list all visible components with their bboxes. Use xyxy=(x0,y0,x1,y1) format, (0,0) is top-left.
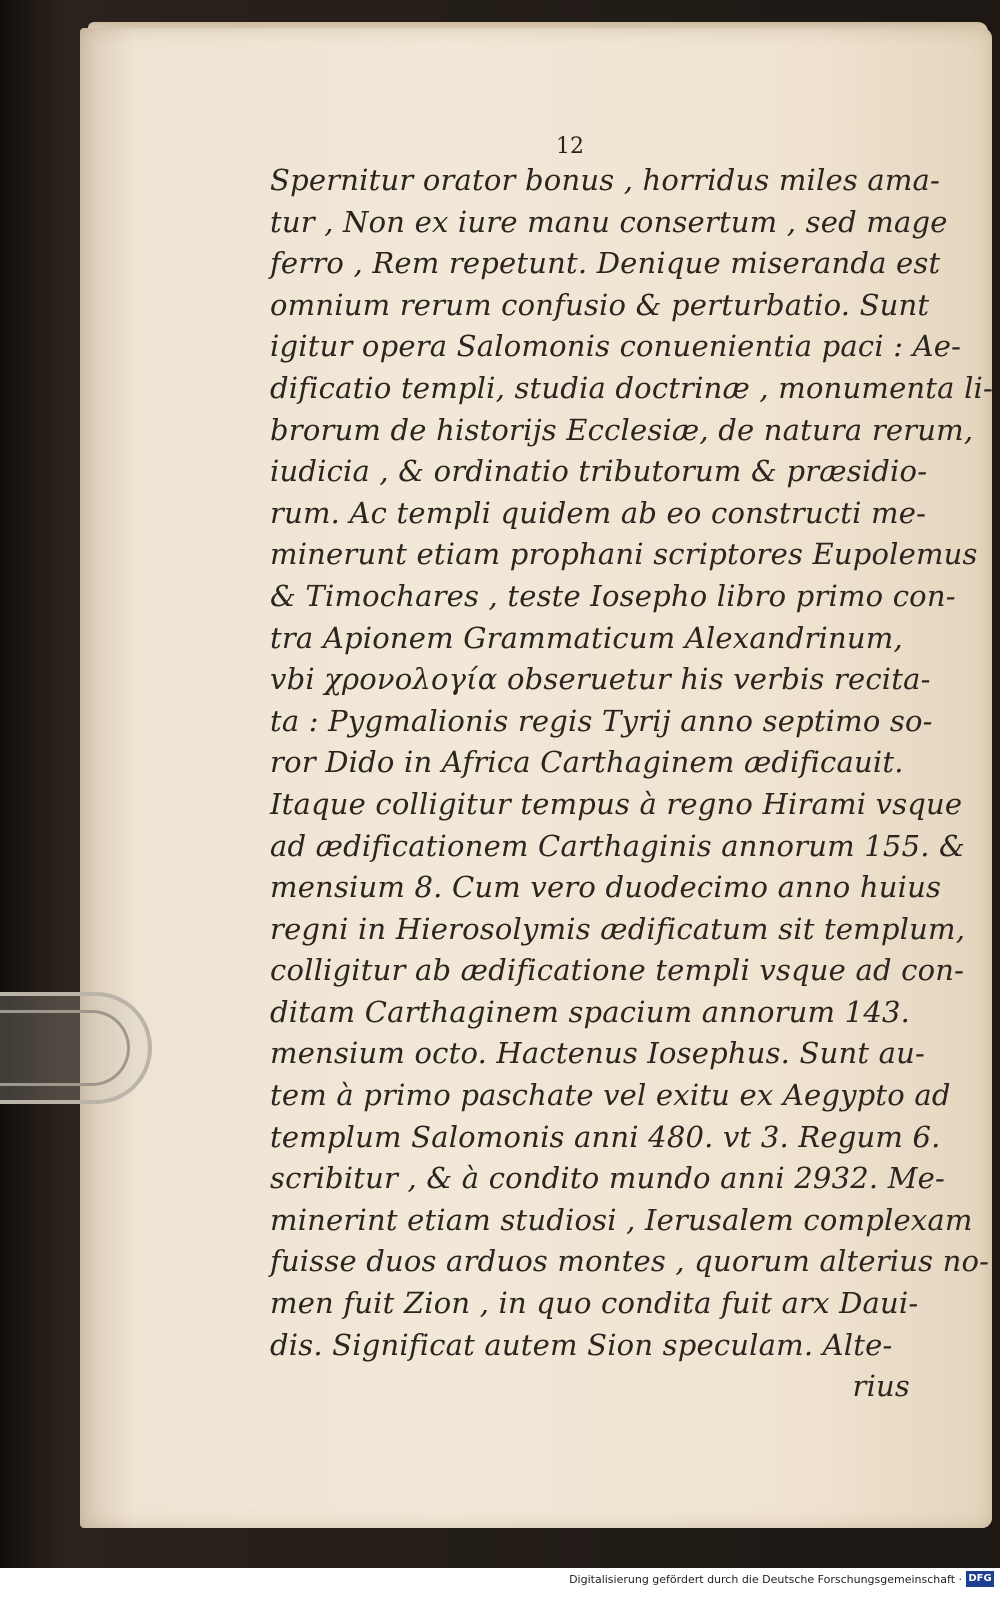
text-line: rum. Ac templi quidem ab eo constructi me- xyxy=(270,495,927,530)
text-line: regni in Hierosolymis ædificatum sit templum, xyxy=(270,911,966,946)
text-line: ditam Carthaginem spacium annorum 143. xyxy=(270,994,911,1029)
text-line: vbi χρονολογία obseruetur his verbis recita- xyxy=(270,662,931,697)
text-line: ror Dido in Africa Carthaginem ædificauit. xyxy=(270,745,904,780)
text-line: mensium octo. Hactenus Iosephus. Sunt au- xyxy=(270,1036,925,1071)
text-line: templum Salomonis anni 480. vt 3. Regum 6. xyxy=(270,1119,941,1154)
text-line: tem à primo paschate vel exitu ex Aegypto ad xyxy=(270,1078,951,1113)
text-line: mensium 8. Cum vero duodecimo anno huius xyxy=(270,870,942,905)
text-line: minerint etiam studiosi , Ierusalem complexam xyxy=(270,1202,973,1237)
dfg-logo: DFG xyxy=(966,1571,994,1587)
text-line: igitur opera Salomonis conuenientia paci : Ae- xyxy=(270,329,962,364)
text-line: omnium rerum confusio & perturbatio. Sunt xyxy=(270,287,930,322)
text-line: minerunt etiam prophani scriptores Eupolemus xyxy=(270,537,978,572)
text-line: scribitur , & à condito mundo anni 2932. Me- xyxy=(270,1161,945,1196)
text-line: ferro , Rem repetunt. Denique miseranda est xyxy=(270,246,941,281)
text-line: tra Apionem Grammaticum Alexandrinum, xyxy=(270,620,903,655)
body-text xyxy=(270,160,994,1408)
text-line: ta : Pygmalionis regis Tyrij anno septimo so- xyxy=(270,703,933,738)
text-line: dis. Significat autem Sion speculam. Alte- xyxy=(270,1327,893,1362)
catchword: rius xyxy=(852,1369,910,1404)
page-clip-inner xyxy=(0,1010,130,1086)
text-line: ad ædificationem Carthaginis annorum 155. & xyxy=(270,828,966,863)
text-line: & Timochares , teste Iosepho libro primo con- xyxy=(270,578,956,613)
text-line: dificatio templi, studia doctrinæ , monumenta li- xyxy=(270,370,994,405)
text-line: Itaque colligitur tempus à regno Hirami vsque xyxy=(270,786,963,821)
text-line: colligitur ab ædificatione templi vsque ad con- xyxy=(270,953,965,988)
footer-credit: Digitalisierung gefördert durch die Deutsche Forschungsgemeinschaft · xyxy=(569,1573,962,1586)
text-line: tur , Non ex iure manu consertum , sed mage xyxy=(270,204,948,239)
text-line: fuisse duos arduos montes , quorum alterius no- xyxy=(270,1244,990,1279)
page-number: 12 xyxy=(556,134,584,159)
text-line: brorum de historijs Ecclesiæ, de natura rerum, xyxy=(270,412,974,447)
text-line: Spernitur orator bonus , horridus miles ama- xyxy=(270,163,941,197)
text-line: men fuit Zion , in quo condita fuit arx Daui- xyxy=(270,1286,919,1321)
text-line: iudicia , & ordinatio tributorum & præsidio- xyxy=(270,454,928,489)
